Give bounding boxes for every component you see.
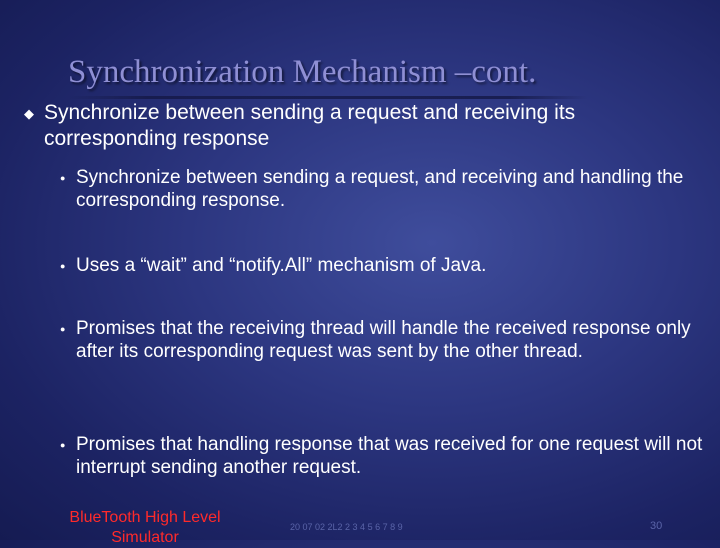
dot-bullet-icon: ● — [60, 173, 66, 183]
footer-project-name: BlueTooth High Level Simulator — [69, 509, 221, 546]
diamond-bullet-icon: ◆ — [24, 106, 34, 121]
page-number: 30 — [650, 520, 663, 532]
slide-title: Synchronization Mechanism –cont. — [68, 54, 537, 90]
title-underline — [68, 96, 588, 99]
footer-date: 20 07 02 2L2 2 3 4 5 6 7 8 9 — [290, 522, 403, 532]
sub-bullet-1: Synchronize between sending a request, and receiving and handling the corresponding response. — [76, 167, 684, 211]
dot-bullet-icon: ● — [60, 324, 66, 334]
sub-bullet-2: Uses a “wait” and “notify.All” mechanism of Java. — [76, 255, 487, 276]
main-bullet-text: Synchronize between sending a request and receiving its corresponding response — [44, 101, 576, 150]
dot-bullet-icon: ● — [60, 440, 66, 450]
dot-bullet-icon: ● — [60, 261, 66, 271]
sub-bullet-4: Promises that handling response that was received for one request will not interrupt sending another request. — [76, 434, 703, 478]
sub-bullet-3: Promises that the receiving thread will handle the received response only after its corresponding request was sent by the other thread. — [76, 318, 691, 362]
